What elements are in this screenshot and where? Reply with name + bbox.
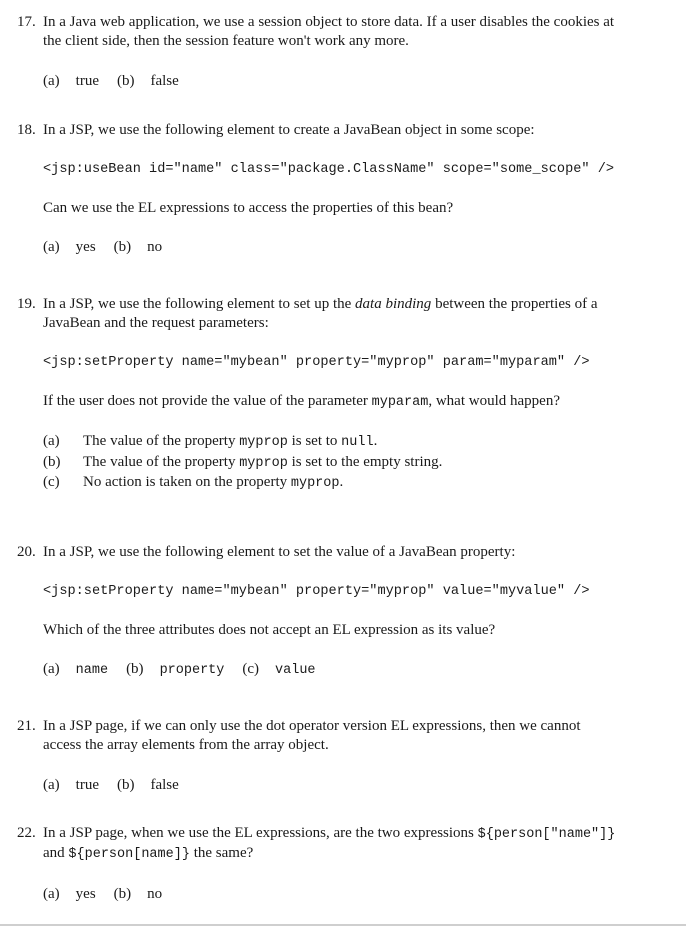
italic-term: data binding: [355, 296, 432, 312]
option-a-text: yes: [75, 239, 96, 255]
question-stem: In a JSP page, when we use the EL expressions, are the two expressions ${person["name"]} and ${person[name]} the same?: [43, 825, 616, 862]
option-b-label: (b): [126, 661, 144, 677]
question-text: If the user does not provide the value of the parameter myparam, what would happen?: [43, 393, 560, 410]
expression-2: ${person[name]}: [68, 847, 190, 862]
question-number: 21.: [17, 718, 36, 734]
inline-code: myparam: [371, 395, 429, 410]
option-list: [43, 432, 617, 494]
option-b: (b) The value of the property myprop is set to the empty string.: [43, 453, 443, 471]
option-a-label: (a): [43, 73, 60, 89]
code-snippet: <jsp:setProperty name="mybean" property="myprop" param="myparam" />: [43, 355, 590, 370]
question-stem: In a JSP page, if we can only use the dot operator version EL expressions, then we cannot access the array elements from the array object.: [43, 718, 581, 753]
question-21: [17, 717, 617, 795]
question-22: [17, 824, 617, 904]
question-stem: In a JSP, we use the following element to create a JavaBean object in some scope:: [43, 122, 535, 138]
option-a-label: (a): [43, 777, 60, 793]
question-number: 22.: [17, 825, 36, 841]
option-a-label: (a): [43, 661, 60, 677]
question-19: [17, 295, 617, 494]
question-text: Which of the three attributes does not accept an EL expression as its value?: [43, 622, 496, 638]
option-a: (a) The value of the property myprop is set to null.: [43, 433, 378, 450]
option-b-label: (b): [116, 73, 135, 89]
question-18: [17, 121, 617, 257]
question-text: Can we use the EL expressions to access the properties of this bean?: [43, 200, 454, 216]
option-b-text: false: [150, 777, 179, 793]
question-stem: In a JSP, we use the following element to set the value of a JavaBean property:: [43, 544, 516, 560]
option-b-text: property: [159, 663, 225, 678]
options: [43, 238, 617, 257]
question-stem: In a Java web application, we use a session object to store data. If a user disables the cookies at the client side, then the session feature won't work any more.: [43, 14, 615, 49]
option-c-label: (c): [242, 661, 260, 677]
option-a-text: yes: [75, 886, 96, 902]
option-b-label: (b): [116, 777, 135, 793]
option-b-label: (b): [113, 886, 132, 902]
option-b-text: no: [147, 886, 163, 902]
expression-1: ${person["name"]}: [477, 827, 616, 842]
option-c-text: value: [275, 663, 316, 678]
option-b-text: no: [147, 239, 163, 255]
code-snippet: <jsp:setProperty name="mybean" property="myprop" value="myvalue" />: [43, 584, 590, 599]
option-b-label: (b): [113, 239, 132, 255]
options: [43, 72, 617, 91]
code-snippet: <jsp:useBean id="name" class="package.ClassName" scope="some_scope" />: [43, 162, 615, 177]
options: [43, 776, 617, 795]
option-a-label: (a): [43, 886, 60, 902]
option-a-text: name: [75, 663, 109, 678]
question-number: 20.: [17, 544, 36, 560]
option-a-text: true: [75, 777, 99, 793]
question-number: 19.: [17, 296, 36, 312]
question-number: 17.: [17, 14, 36, 30]
question-20: [17, 543, 617, 680]
question-17: [17, 13, 617, 91]
options: [43, 660, 617, 680]
question-stem: In a JSP, we use the following element to set up the data binding between the properties of a JavaBean and the request parameters:: [43, 296, 598, 331]
option-b-text: false: [150, 73, 179, 89]
options: [43, 885, 617, 904]
question-number: 18.: [17, 122, 36, 138]
bottom-divider: [0, 924, 686, 926]
option-a-label: (a): [43, 239, 60, 255]
option-c: (c) No action is taken on the property myprop.: [43, 474, 344, 491]
option-a-text: true: [75, 73, 99, 89]
